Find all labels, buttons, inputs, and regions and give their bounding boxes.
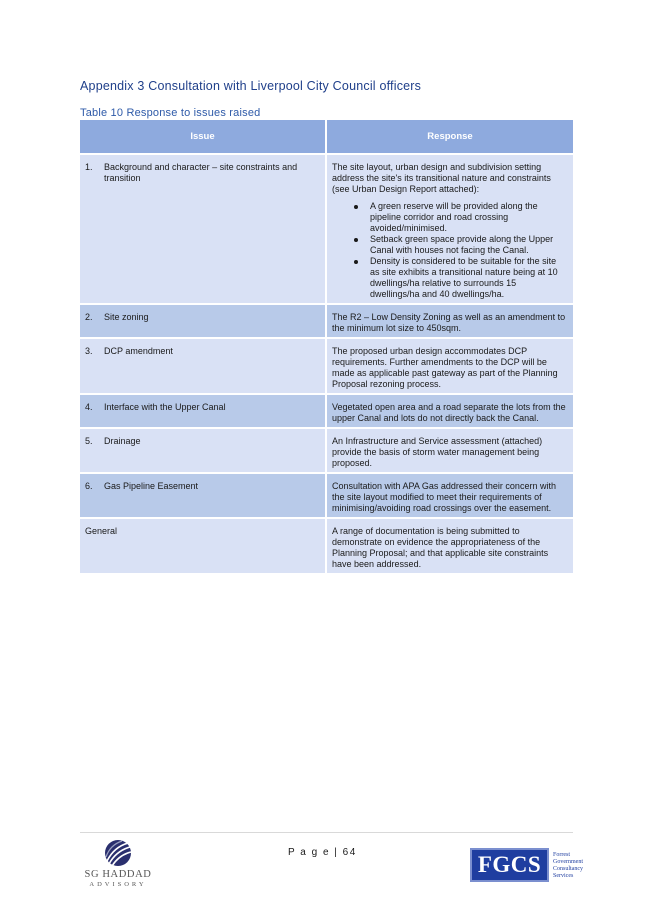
table-row bbox=[80, 518, 573, 573]
issue-cell bbox=[80, 338, 326, 394]
response-text: The site layout, urban design and subdivision setting address the site's its transitional nature and constraints (see Urban Design Report attached): bbox=[332, 162, 551, 194]
fgcs-line: Government bbox=[553, 859, 583, 865]
table-row bbox=[80, 338, 573, 394]
response-cell: The proposed urban design accommodates DCP requirements. Further amendments to the DCP will be made as applicable past gateway as part of the Planning Proposal rezoning process. bbox=[326, 338, 573, 394]
issue-text: Interface with the Upper Canal bbox=[104, 402, 226, 412]
fgcs-line: Forrest bbox=[553, 852, 570, 858]
bullet-item: A green reserve will be provided along the pipeline corridor and road crossing avoided/minimised. bbox=[370, 201, 567, 234]
issue-text: DCP amendment bbox=[104, 346, 173, 356]
response-cell bbox=[326, 154, 573, 304]
table-row bbox=[80, 304, 573, 338]
header-issue: Issue bbox=[80, 120, 326, 154]
issue-text: Background and character – site constraints and transition bbox=[104, 162, 298, 183]
issue-text: Gas Pipeline Easement bbox=[104, 481, 199, 491]
issue-cell bbox=[80, 154, 326, 304]
footer-divider bbox=[80, 832, 573, 833]
issue-number: 1. bbox=[85, 162, 93, 172]
issue-number: 2. bbox=[85, 312, 93, 322]
bullet-item: Density is considered to be suitable for the site as site exhibits a transitional nature being at 10 dwellings/ha relative to surrounds 15 dwellings/ha and 40 dwellings/ha. bbox=[370, 256, 567, 300]
issues-table bbox=[80, 120, 573, 573]
response-bullet-list bbox=[332, 201, 567, 300]
issue-cell bbox=[80, 428, 326, 473]
fgcs-line: Services bbox=[553, 873, 574, 879]
table-caption: Table 10 Response to issues raised bbox=[80, 107, 261, 119]
bullet-item: Setback green space provide along the Upper Canal with houses not facing the Canal. bbox=[370, 234, 567, 256]
issue-number: 4. bbox=[85, 402, 93, 412]
table-row bbox=[80, 154, 573, 304]
response-cell: An Infrastructure and Service assessment (attached) provide the basis of storm water management being proposed. bbox=[326, 428, 573, 473]
fgcs-logo: FGCS bbox=[470, 848, 549, 882]
page-number: P a g e | 64 bbox=[288, 847, 357, 858]
issue-number: 6. bbox=[85, 481, 93, 491]
table-header-row bbox=[80, 120, 573, 154]
table-row bbox=[80, 473, 573, 518]
issue-number: 3. bbox=[85, 346, 93, 356]
issue-cell bbox=[80, 394, 326, 428]
response-cell: Vegetated open area and a road separate the lots from the upper Canal and lots do not directly back the Canal. bbox=[326, 394, 573, 428]
issue-text: Site zoning bbox=[104, 312, 149, 322]
issue-cell bbox=[80, 473, 326, 518]
table-row bbox=[80, 428, 573, 473]
sg-haddad-name: SG HADDAD bbox=[84, 869, 152, 880]
sg-haddad-subtitle: ADVISORY bbox=[89, 881, 147, 888]
issue-cell bbox=[80, 304, 326, 338]
appendix-title: Appendix 3 Consultation with Liverpool City Council officers bbox=[80, 79, 422, 93]
issue-cell: General bbox=[80, 518, 326, 573]
table-row bbox=[80, 394, 573, 428]
issue-number: 5. bbox=[85, 436, 93, 446]
fgcs-logo-text bbox=[553, 852, 583, 880]
header-response: Response bbox=[326, 120, 573, 154]
fgcs-line: Consultancy bbox=[553, 866, 583, 872]
response-cell: The R2 – Low Density Zoning as well as an amendment to the minimum lot size to 450sqm. bbox=[326, 304, 573, 338]
issue-text: Drainage bbox=[104, 436, 141, 446]
response-cell: Consultation with APA Gas addressed their concern with the site layout modified to meet their requirements of minimising/avoiding road crossings over the easement. bbox=[326, 473, 573, 518]
response-cell: A range of documentation is being submitted to demonstrate on evidence the appropriateness of the Planning Proposal; and that applicable site constraints have been addressed. bbox=[326, 518, 573, 573]
